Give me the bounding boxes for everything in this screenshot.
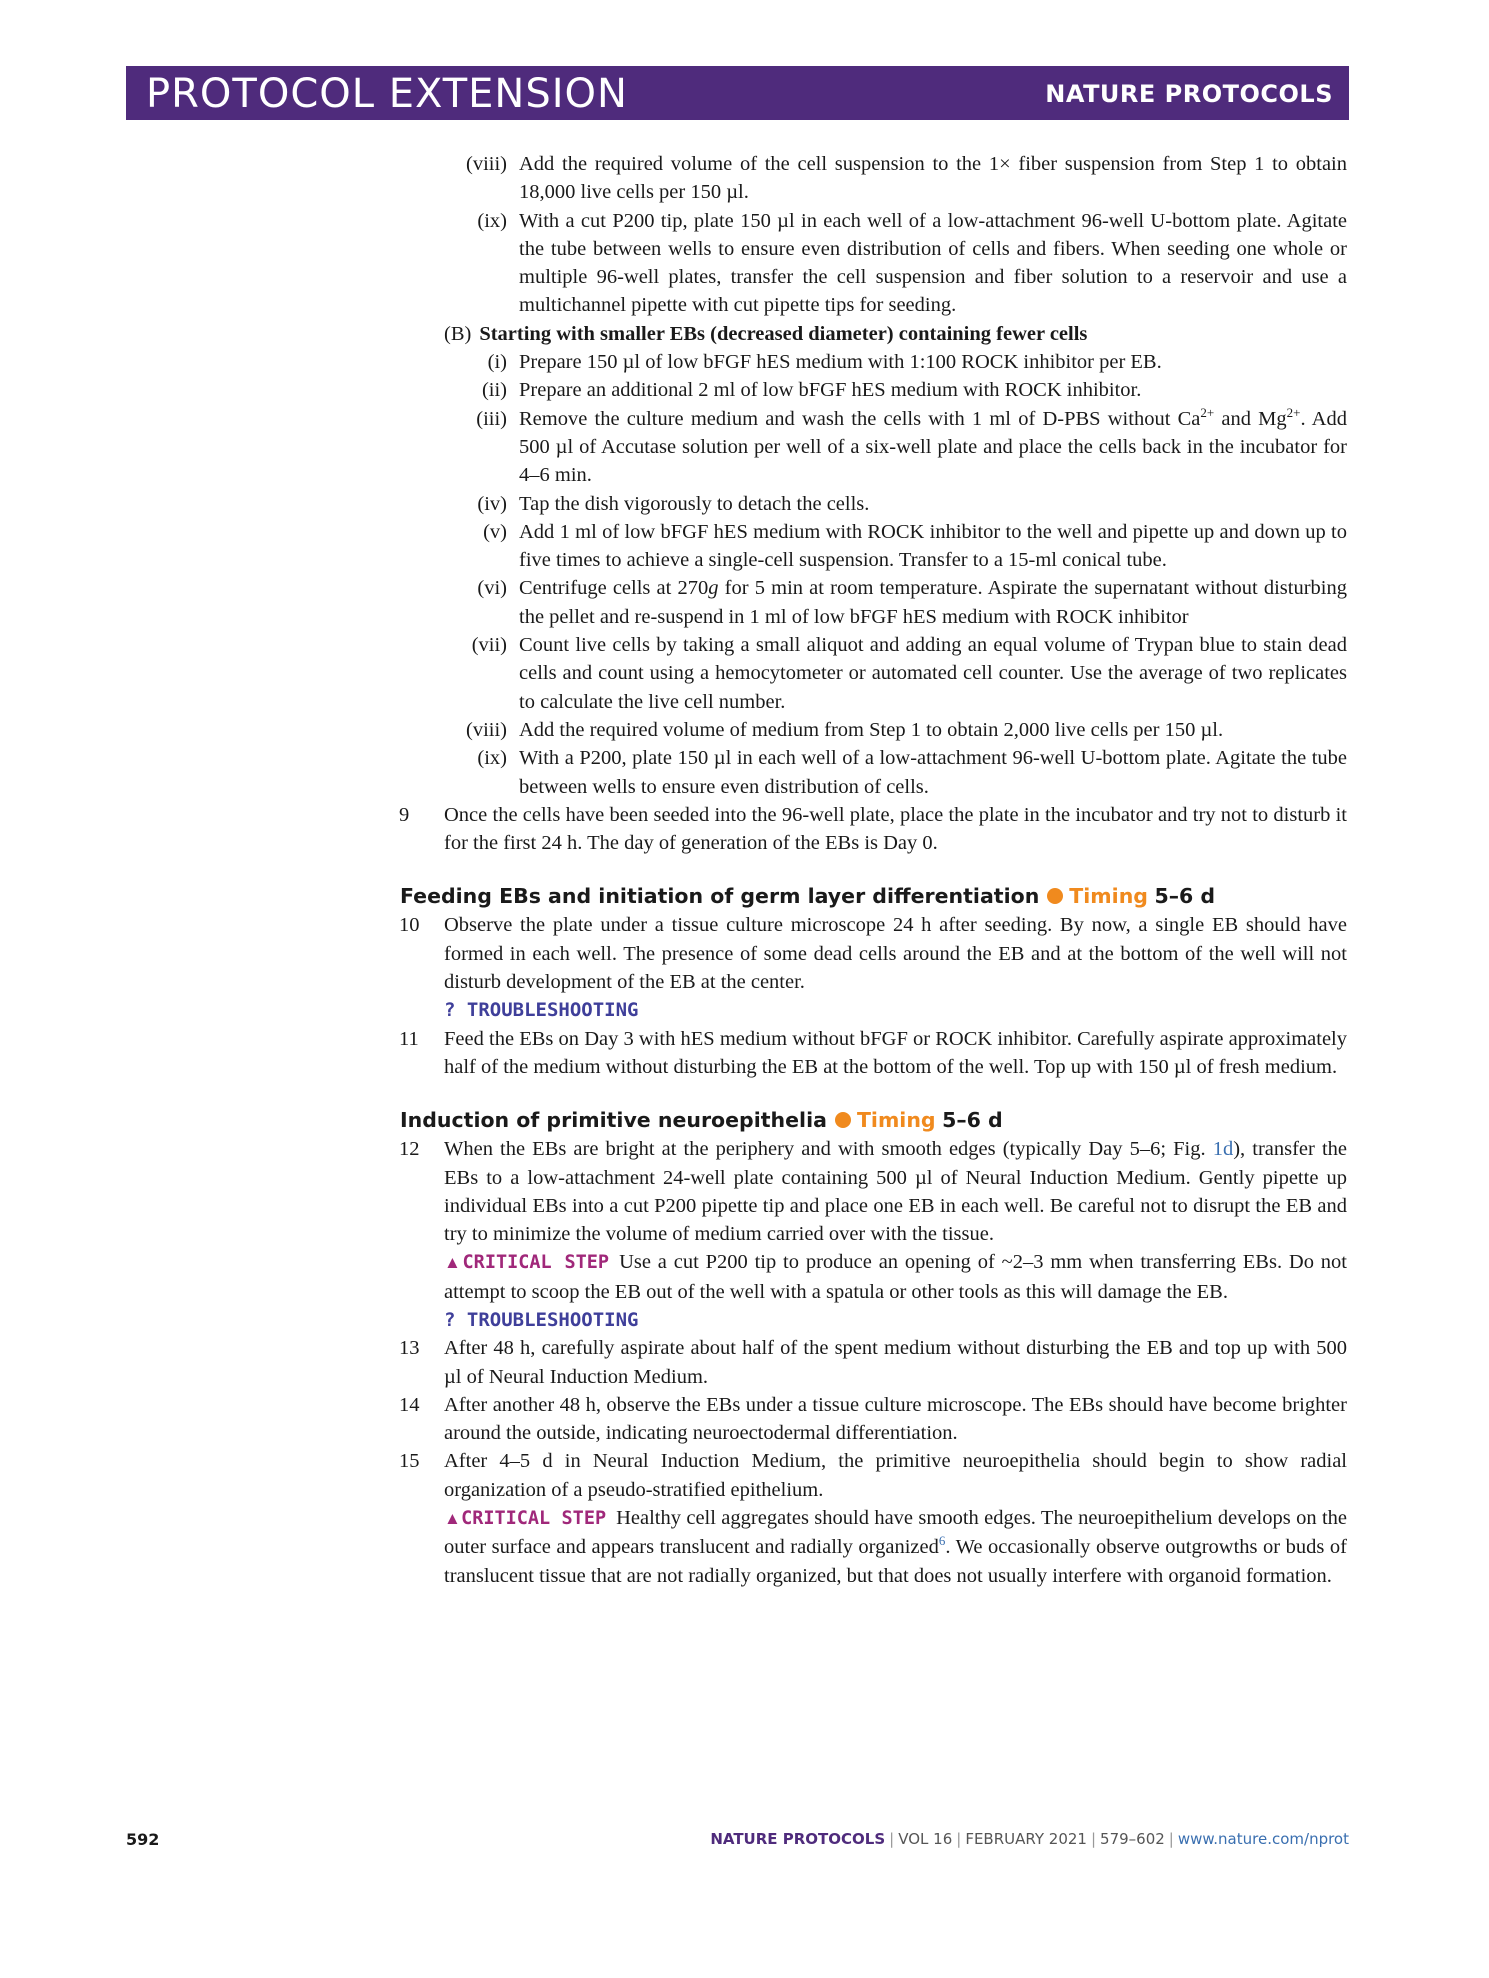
item-label: (viii) (466, 718, 507, 741)
item-label: (ii) (481, 379, 507, 402)
item-text: With a P200, plate 150 µl in each well of a low-attachment 96-well U-bottom plate. Agitate the tube between wells to ensure even distribution of cells. (519, 747, 1347, 798)
journal-name: NATURE PROTOCOLS (1045, 80, 1333, 108)
item-text: Centrifuge cells at 270g for 5 min at room temperature. Aspirate the supernatant without disturbing the pellet and re-suspend in 1 ml of low bFGF hES medium with ROCK inhibitor (519, 577, 1347, 628)
critical-step-tag: CRITICAL STEP (462, 1252, 610, 1274)
option-label: (B) (444, 322, 472, 345)
critical-step-text: Use a cut P200 tip to produce an opening of ~2–3 mm when transferring EBs. Do not attempt to scoop the EB out of the well with a spatula or other tools as this will damage the EB. (444, 1251, 1348, 1303)
item-text: Add the required volume of medium from Step 1 to obtain 2,000 live cells per 150 µl. (519, 718, 1224, 741)
step-12 (0, 1135, 1489, 1248)
list-item (0, 744, 1489, 801)
step-number: 10 (399, 914, 420, 937)
page-content (0, 150, 1489, 1590)
step-number: 9 (399, 803, 410, 826)
list-item (0, 207, 1489, 320)
footer-url[interactable]: www.nature.com/nprot (1177, 1830, 1349, 1848)
section-title: Feeding EBs and initiation of germ layer differentiation (400, 884, 1040, 909)
step-text: After another 48 h, observe the EBs under a tissue culture microscope. The EBs should have become brighter around the outside, indicating neuroectodermal differentiation. (444, 1393, 1347, 1445)
section-heading (400, 881, 1347, 911)
critical-step (444, 1248, 1347, 1306)
item-label: (v) (483, 520, 507, 543)
step-number: 14 (399, 1393, 420, 1416)
step-13 (0, 1334, 1489, 1391)
warning-triangle-icon: ▲ (444, 1253, 463, 1273)
step-number: 11 (399, 1027, 419, 1050)
step-number: 15 (399, 1450, 420, 1473)
critical-step-tag: CRITICAL STEP (461, 1508, 607, 1530)
footer-journal: NATURE PROTOCOLS (710, 1830, 886, 1848)
figure-link[interactable]: 1d (1212, 1138, 1234, 1161)
footer-pages: 579–602 (1100, 1830, 1165, 1848)
timing-dot-icon (835, 1112, 851, 1128)
item-text: With a cut P200 tip, plate 150 µl in each well of a low-attachment 96-well U-bottom plate. Agitate the tube between wells to ensure even distribution of cells and fibers. When seeding one whole or multiple 96-well plates, transfer the cell suspension and fiber solution to a reservoir and use a multichannel pipette with cut pipette tips for seeding. (519, 209, 1347, 317)
timing-value: 5–6 d (942, 1108, 1003, 1133)
item-label: (iii) (476, 407, 507, 430)
list-item (0, 574, 1489, 631)
step-text: When the EBs are bright at the periphery and with smooth edges (typically Day 5–6; Fig. 1d), transfer the EBs to a low-attachment 24-well plate containing 500 µl of Neural Induction Medium. Gently pipette up individual EBs into a cut P200 pipette tip and place one EB in each well. Be careful not to disrupt the EB and try to minimize the volume of medium carried over with the tissue. (444, 1138, 1347, 1246)
timing-label: Timing (1069, 884, 1148, 909)
footer-volume: VOL 16 (898, 1830, 953, 1848)
item-text: Prepare 150 µl of low bFGF hES medium with 1:100 ROCK inhibitor per EB. (519, 351, 1162, 374)
item-label: (vii) (471, 634, 507, 657)
warning-triangle-icon: ▲ (444, 1509, 462, 1529)
step-10 (0, 911, 1489, 996)
item-label: (i) (487, 351, 507, 374)
item-text: Add the required volume of the cell suspension to the 1× fiber suspension from Step 1 to obtain 18,000 live cells per 150 µl. (519, 153, 1347, 204)
list-item (0, 631, 1489, 716)
section-title: Induction of primitive neuroepithelia (400, 1108, 827, 1133)
list-item (0, 376, 1489, 404)
item-label: (ix) (477, 747, 507, 770)
item-label: (ix) (477, 209, 507, 232)
list-item (0, 405, 1489, 490)
critical-step: ▲CRITICAL STEP Healthy cell aggregates should have smooth edges. The neuroepithelium develops on the outer surface and appears translucent and radially organized$^6$. We occasionally observe outgrowths or buds of translucent tissue that are not radially organized, but that does not usually interfere with organoid formation. (444, 1507, 1347, 1587)
list-item (0, 490, 1489, 518)
list-item (0, 518, 1489, 575)
step-9 (0, 801, 1489, 858)
troubleshooting-label: ? TROUBLESHOOTING (444, 999, 639, 1022)
list-item (0, 348, 1489, 376)
timing-label: Timing (856, 1108, 936, 1133)
step-text: Observe the plate under a tissue culture microscope 24 h after seeding. By now, a single EB should have formed in each well. The presence of some dead cells around the EB and at the bottom of the well will not disturb development of the EB at the center. (444, 914, 1347, 994)
step-14 (0, 1391, 1489, 1448)
item-text: Add 1 ml of low bFGF hES medium with ROCK inhibitor to the well and pipette up and down up to five times to achieve a single-cell suspension. Transfer to a 15-ml conical tube. (519, 520, 1347, 572)
step-number: 12 (399, 1138, 420, 1161)
step-text: After 4–5 d in Neural Induction Medium, the primitive neuroepithelia should begin to show radial organization of a pseudo-stratified epithelium. (444, 1450, 1347, 1501)
step-text: Once the cells have been seeded into the 96-well plate, place the plate in the incubator and try not to disturb it for the first 24 h. The day of generation of the EBs is Day 0. (444, 803, 1347, 855)
item-text: Remove the culture medium and wash the cells with 1 ml of D-PBS without $Ca^{2+}$ and $Mg^{2+}$. Add 500 µl of Accutase solution per well of a six-well plate and place the cells back in the incubator for 4–6 min. (519, 404, 1347, 487)
list-item (0, 716, 1489, 744)
section-heading (400, 1105, 1347, 1135)
step-text: After 48 h, carefully aspirate about half of the spent medium without disturbing the EB and top up with 500 µl of Neural Induction Medium. (444, 1337, 1347, 1388)
page-number: 592 (126, 1830, 160, 1849)
footer-citation: NATURE PROTOCOLS | VOL 16 | FEBRUARY 2021 | 579–602 | www.nature.com/nprot (710, 1830, 1349, 1848)
item-text: Tap the dish vigorously to detach the cells. (519, 492, 870, 515)
item-text: Prepare an additional 2 ml of low bFGF hES medium with ROCK inhibitor. (519, 379, 1142, 402)
step-15 (0, 1447, 1489, 1504)
step-number: 13 (399, 1337, 420, 1360)
reference-link[interactable]: 6 (938, 1533, 946, 1549)
item-label: (vi) (477, 577, 507, 600)
header-banner (126, 66, 1349, 120)
option-heading (444, 320, 1347, 348)
troubleshooting-label: ? TROUBLESHOOTING (444, 1308, 639, 1331)
list-item (0, 150, 1489, 207)
item-label: (viii) (466, 153, 507, 175)
footer-date: FEBRUARY 2021 (965, 1830, 1087, 1848)
item-label: (iv) (477, 492, 507, 515)
step-text: Feed the EBs on Day 3 with hES medium without bFGF or ROCK inhibitor. Carefully aspirate approximately half of the medium without disturbing the EB at the bottom of the well. Top up with 150 µl of fresh medium. (444, 1027, 1347, 1078)
item-text: Count live cells by taking a small aliquot and adding an equal volume of Trypan blue to stain dead cells and count using a hemocytometer or automated cell counter. Use the average of two replicates to calculate the live cell number. (519, 634, 1347, 713)
timing-dot-icon (1047, 888, 1063, 904)
option-title: Starting with smaller EBs (decreased diameter) containing fewer cells (479, 322, 1088, 345)
step-11 (0, 1025, 1489, 1082)
article-type: PROTOCOL EXTENSION (146, 71, 628, 117)
timing-value: 5–6 d (1154, 884, 1216, 909)
